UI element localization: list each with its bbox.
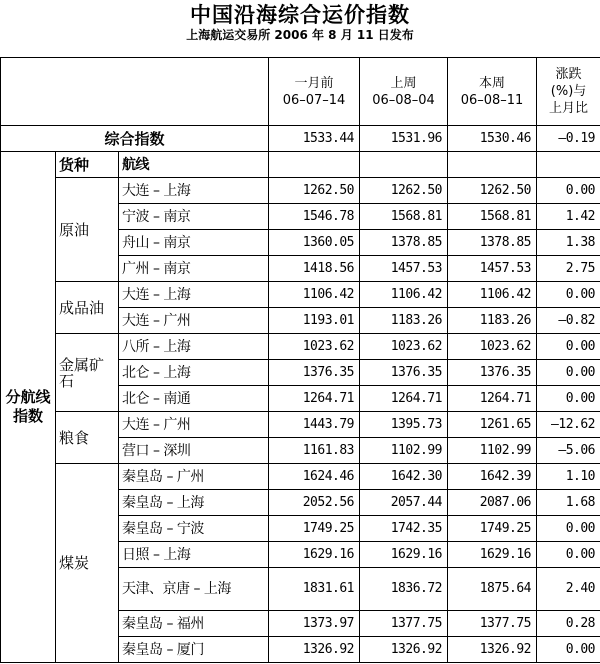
month-ago-value: 1624.46 (269, 464, 360, 490)
last-week-value: 1023.62 (360, 334, 448, 360)
change-value: –5.06 (537, 438, 600, 464)
cargo-type-cell: 金属矿石 (56, 334, 119, 412)
change-value: –12.62 (537, 412, 600, 438)
composite-last-week: 1531.96 (360, 126, 448, 152)
month-ago-value: 1376.35 (269, 360, 360, 386)
month-ago-value: 1749.25 (269, 516, 360, 542)
change-value: –0.82 (537, 308, 600, 334)
last-week-value: 1629.16 (360, 542, 448, 568)
change-value: 1.68 (537, 490, 600, 516)
header-row (1, 58, 600, 126)
route-cell: 大连 – 上海 (119, 282, 269, 308)
header-change (537, 58, 600, 126)
last-week-value: 1377.75 (360, 611, 448, 637)
last-week-value: 1378.85 (360, 230, 448, 256)
this-week-value: 1102.99 (448, 438, 537, 464)
last-week-value: 1376.35 (360, 360, 448, 386)
this-week-value: 2087.06 (448, 490, 537, 516)
last-week-value: 1457.53 (360, 256, 448, 282)
route-cell: 北仑 – 南通 (119, 386, 269, 412)
month-ago-value: 1264.71 (269, 386, 360, 412)
this-week-value: 1629.16 (448, 542, 537, 568)
subheader-blank-cell (448, 152, 537, 178)
this-week-value: 1749.25 (448, 516, 537, 542)
change-value: 1.38 (537, 230, 600, 256)
freight-index-table (0, 57, 600, 663)
cargo-type-cell: 原油 (56, 178, 119, 282)
composite-this-week: 1530.46 (448, 126, 537, 152)
route-cell: 大连 – 上海 (119, 178, 269, 204)
composite-label: 综合指数 (1, 126, 269, 152)
subheader-blank-cell (537, 152, 600, 178)
change-value: 0.28 (537, 611, 600, 637)
change-value: 1.10 (537, 464, 600, 490)
change-value: 0.00 (537, 386, 600, 412)
this-week-value: 1457.53 (448, 256, 537, 282)
change-value: 0.00 (537, 542, 600, 568)
change-value: 0.00 (537, 282, 600, 308)
table-row (1, 412, 600, 438)
this-week-value: 1377.75 (448, 611, 537, 637)
month-ago-value: 1106.42 (269, 282, 360, 308)
route-cell: 天津、京唐 – 上海 (119, 568, 269, 611)
month-ago-value: 1418.56 (269, 256, 360, 282)
month-ago-value: 1443.79 (269, 412, 360, 438)
header-this-week-label: 本周 (479, 75, 506, 91)
route-cell: 北仑 – 上海 (119, 360, 269, 386)
route-cell: 大连 – 广州 (119, 412, 269, 438)
route-cell: 八所 – 上海 (119, 334, 269, 360)
subheader-blank-cell (360, 152, 448, 178)
this-week-value: 1183.26 (448, 308, 537, 334)
this-week-value: 1264.71 (448, 386, 537, 412)
this-week-value: 1326.92 (448, 637, 537, 663)
header-last-week-date: 06–08–04 (372, 92, 435, 108)
segment-subheader-row (1, 152, 600, 178)
last-week-value: 1183.26 (360, 308, 448, 334)
route-cell: 秦皇岛 – 上海 (119, 490, 269, 516)
cargo-header: 货种 (56, 152, 119, 178)
this-week-value: 1642.39 (448, 464, 537, 490)
segment-index-label-line: 指数 (12, 407, 43, 425)
last-week-value: 1642.30 (360, 464, 448, 490)
month-ago-value: 1326.92 (269, 637, 360, 663)
this-week-value: 1023.62 (448, 334, 537, 360)
header-this-week (448, 58, 537, 126)
table-row (1, 334, 600, 360)
header-month-ago-date: 06–07–14 (282, 92, 346, 108)
this-week-value: 1262.50 (448, 178, 537, 204)
last-week-value: 1262.50 (360, 178, 448, 204)
this-week-value: 1875.64 (448, 568, 537, 611)
month-ago-value: 1161.83 (269, 438, 360, 464)
this-week-value: 1261.65 (448, 412, 537, 438)
table-row (1, 282, 600, 308)
month-ago-value: 1831.61 (269, 568, 360, 611)
change-value: 0.00 (537, 178, 600, 204)
month-ago-value: 2052.56 (269, 490, 360, 516)
this-week-value: 1568.81 (448, 204, 537, 230)
header-change-line3: 上月比 (549, 101, 589, 116)
composite-row (1, 126, 600, 152)
last-week-value: 1742.35 (360, 516, 448, 542)
month-ago-value: 1193.01 (269, 308, 360, 334)
route-cell: 大连 – 广州 (119, 308, 269, 334)
table-row (1, 178, 600, 204)
last-week-value: 1395.73 (360, 412, 448, 438)
route-cell: 秦皇岛 – 福州 (119, 611, 269, 637)
route-cell: 营口 – 深圳 (119, 438, 269, 464)
change-value: 2.75 (537, 256, 600, 282)
month-ago-value: 1373.97 (269, 611, 360, 637)
last-week-value: 1836.72 (360, 568, 448, 611)
change-value: 0.00 (537, 516, 600, 542)
header-last-week-label: 上周 (390, 75, 417, 91)
route-cell: 秦皇岛 – 广州 (119, 464, 269, 490)
route-cell: 舟山 – 南京 (119, 230, 269, 256)
month-ago-value: 1262.50 (269, 178, 360, 204)
month-ago-value: 1629.16 (269, 542, 360, 568)
change-value: 0.00 (537, 360, 600, 386)
change-value: 0.00 (537, 334, 600, 360)
route-header: 航线 (119, 152, 269, 178)
header-month-ago-label: 一月前 (294, 75, 334, 91)
table-row (1, 464, 600, 490)
route-cell: 广州 – 南京 (119, 256, 269, 282)
last-week-value: 1264.71 (360, 386, 448, 412)
month-ago-value: 1023.62 (269, 334, 360, 360)
header-change-line2: (%)与 (550, 84, 587, 99)
cargo-type-cell: 成品油 (56, 282, 119, 334)
cargo-type-cell: 粮食 (56, 412, 119, 464)
page-subtitle: 上海航运交易所 2006 年 8 月 11 日发布 (186, 28, 414, 42)
header-blank-cell (1, 58, 269, 126)
header-this-week-date: 06–08–11 (460, 92, 524, 108)
change-value: 2.40 (537, 568, 600, 611)
month-ago-value: 1546.78 (269, 204, 360, 230)
month-ago-value: 1360.05 (269, 230, 360, 256)
this-week-value: 1106.42 (448, 282, 537, 308)
composite-change: –0.19 (537, 126, 600, 152)
page-title: 中国沿海综合运价指数 (190, 3, 410, 27)
header-last-week (360, 58, 448, 126)
composite-month-ago: 1533.44 (269, 126, 360, 152)
subheader-blank-cell (269, 152, 360, 178)
cargo-type-cell: 煤炭 (56, 464, 119, 663)
route-cell: 宁波 – 南京 (119, 204, 269, 230)
change-value: 0.00 (537, 637, 600, 663)
route-cell: 日照 – 上海 (119, 542, 269, 568)
this-week-value: 1376.35 (448, 360, 537, 386)
segment-index-label (1, 152, 56, 663)
last-week-value: 2057.44 (360, 490, 448, 516)
last-week-value: 1326.92 (360, 637, 448, 663)
this-week-value: 1378.85 (448, 230, 537, 256)
header-change-line1: 涨跌 (555, 67, 582, 82)
last-week-value: 1568.81 (360, 204, 448, 230)
header-month-ago (269, 58, 360, 126)
route-cell: 秦皇岛 – 宁波 (119, 516, 269, 542)
route-cell: 秦皇岛 – 厦门 (119, 637, 269, 663)
change-value: 1.42 (537, 204, 600, 230)
segment-index-label-line: 分航线 (5, 388, 51, 406)
last-week-value: 1106.42 (360, 282, 448, 308)
last-week-value: 1102.99 (360, 438, 448, 464)
